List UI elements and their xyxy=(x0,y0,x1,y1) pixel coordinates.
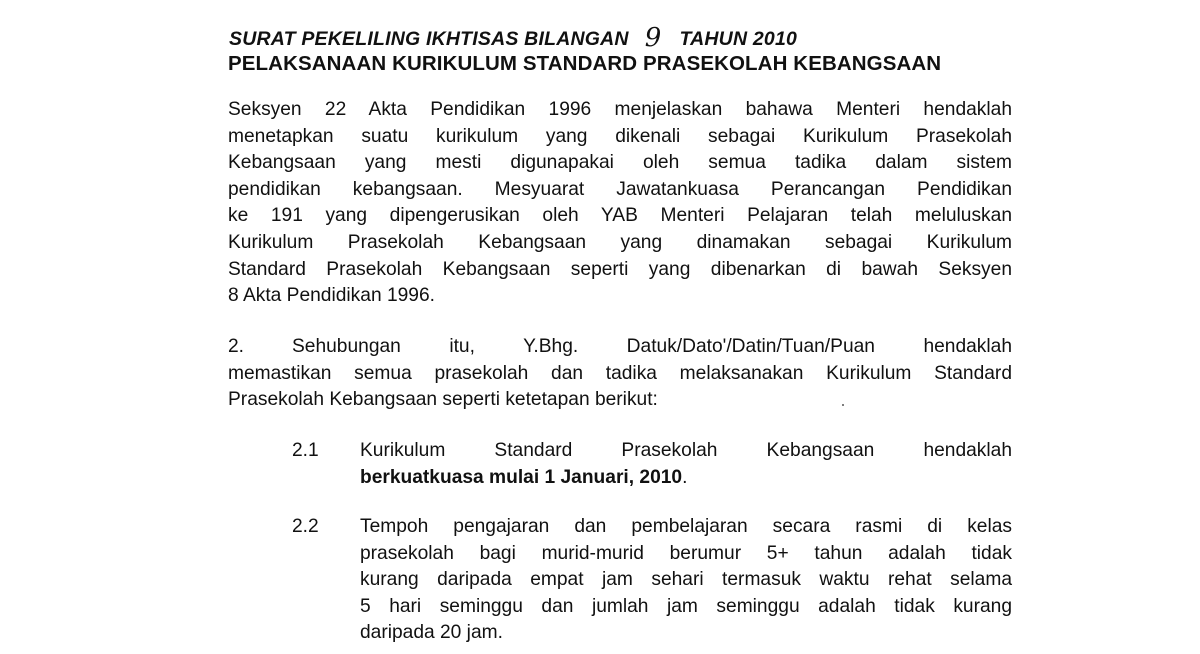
paragraph-1-line: ke 191 yang dipengerusikan oleh YAB Menteri Pelajaran telah meluluskan xyxy=(228,205,1012,227)
item-2-1-number: 2.1 xyxy=(292,440,319,461)
paragraph-1-line: Seksyen 22 Akta Pendidikan 1996 menjelaskan bahawa Menteri hendaklah xyxy=(228,99,1012,120)
paragraph-1-line: Standard Prasekolah Kebangsaan seperti yang dibenarkan di bawah Seksyen xyxy=(228,258,1012,280)
circular-subject: PELAKSANAAN KURIKULUM STANDARD PRASEKOLAH KEBANGSAAN xyxy=(228,52,942,75)
item-2-2-line: daripada 20 jam. xyxy=(360,622,503,644)
item-2-2-line: kurang daripada empat jam sehari termasuk waktu rehat selama xyxy=(360,569,1012,591)
paragraph-1 xyxy=(228,97,1012,310)
paragraph-2-line-text: Sehubungan itu, Y.Bhg. Datuk/Dato'/Datin/Tuan/Puan hendaklah xyxy=(292,336,1012,357)
scan-speck xyxy=(842,404,844,406)
paragraph-2-line: Prasekolah Kebangsaan seperti ketetapan berikut: xyxy=(228,389,658,411)
item-2-1-effective-date: berkuatkuasa mulai 1 Januari, 2010 xyxy=(360,466,683,488)
item-2-2-text xyxy=(360,514,1012,647)
item-2-2-number: 2.2 xyxy=(292,516,319,537)
item-2-2-line: prasekolah bagi murid-murid berumur 5+ tahun adalah tidak xyxy=(360,542,1012,564)
paragraph-2-line: memastikan semua prasekolah dan tadika melaksanakan Kurikulum Standard xyxy=(228,362,1012,384)
paragraph-1-line: Kebangsaan yang mesti digunapakai oleh semua tadika dalam sistem xyxy=(228,152,1012,174)
item-2-2 xyxy=(292,514,1012,654)
item-2-1-period: . xyxy=(682,466,688,488)
paragraph-1-line: 8 Akta Pendidikan 1996. xyxy=(228,285,435,307)
paragraph-2-number: 2. xyxy=(228,336,245,357)
item-2-1-line-2 xyxy=(360,465,1012,492)
paragraph-2-first-line xyxy=(228,334,1012,361)
item-2-1-text xyxy=(360,438,1012,491)
circular-title-suffix: TAHUN 2010 xyxy=(679,28,798,50)
paragraph-1-line: pendidikan kebangsaan. Mesyuarat Jawatankuasa Perancangan Pendidikan xyxy=(228,178,1012,200)
item-2-1 xyxy=(292,438,1012,498)
item-2-1-line: Kurikulum Standard Prasekolah Kebangsaan hendaklah xyxy=(360,440,1012,461)
circular-title-prefix: SURAT PEKELILING IKHTISAS BILANGAN xyxy=(229,28,629,50)
circular-title xyxy=(229,22,797,52)
item-2-2-line: Tempoh pengajaran dan pembelajaran secara rasmi di kelas xyxy=(360,516,1012,537)
paragraph-1-line: menetapkan suatu kurikulum yang dikenali sebagai Kurikulum Prasekolah xyxy=(228,125,1012,147)
paragraph-1-line: Kurikulum Prasekolah Kebangsaan yang dinamakan sebagai Kurikulum xyxy=(228,231,1012,253)
item-2-2-line: 5 hari seminggu dan jumlah jam seminggu adalah tidak kurang xyxy=(360,595,1012,617)
circular-number-handwritten: 9 xyxy=(644,23,662,53)
paragraph-2 xyxy=(228,334,1012,414)
